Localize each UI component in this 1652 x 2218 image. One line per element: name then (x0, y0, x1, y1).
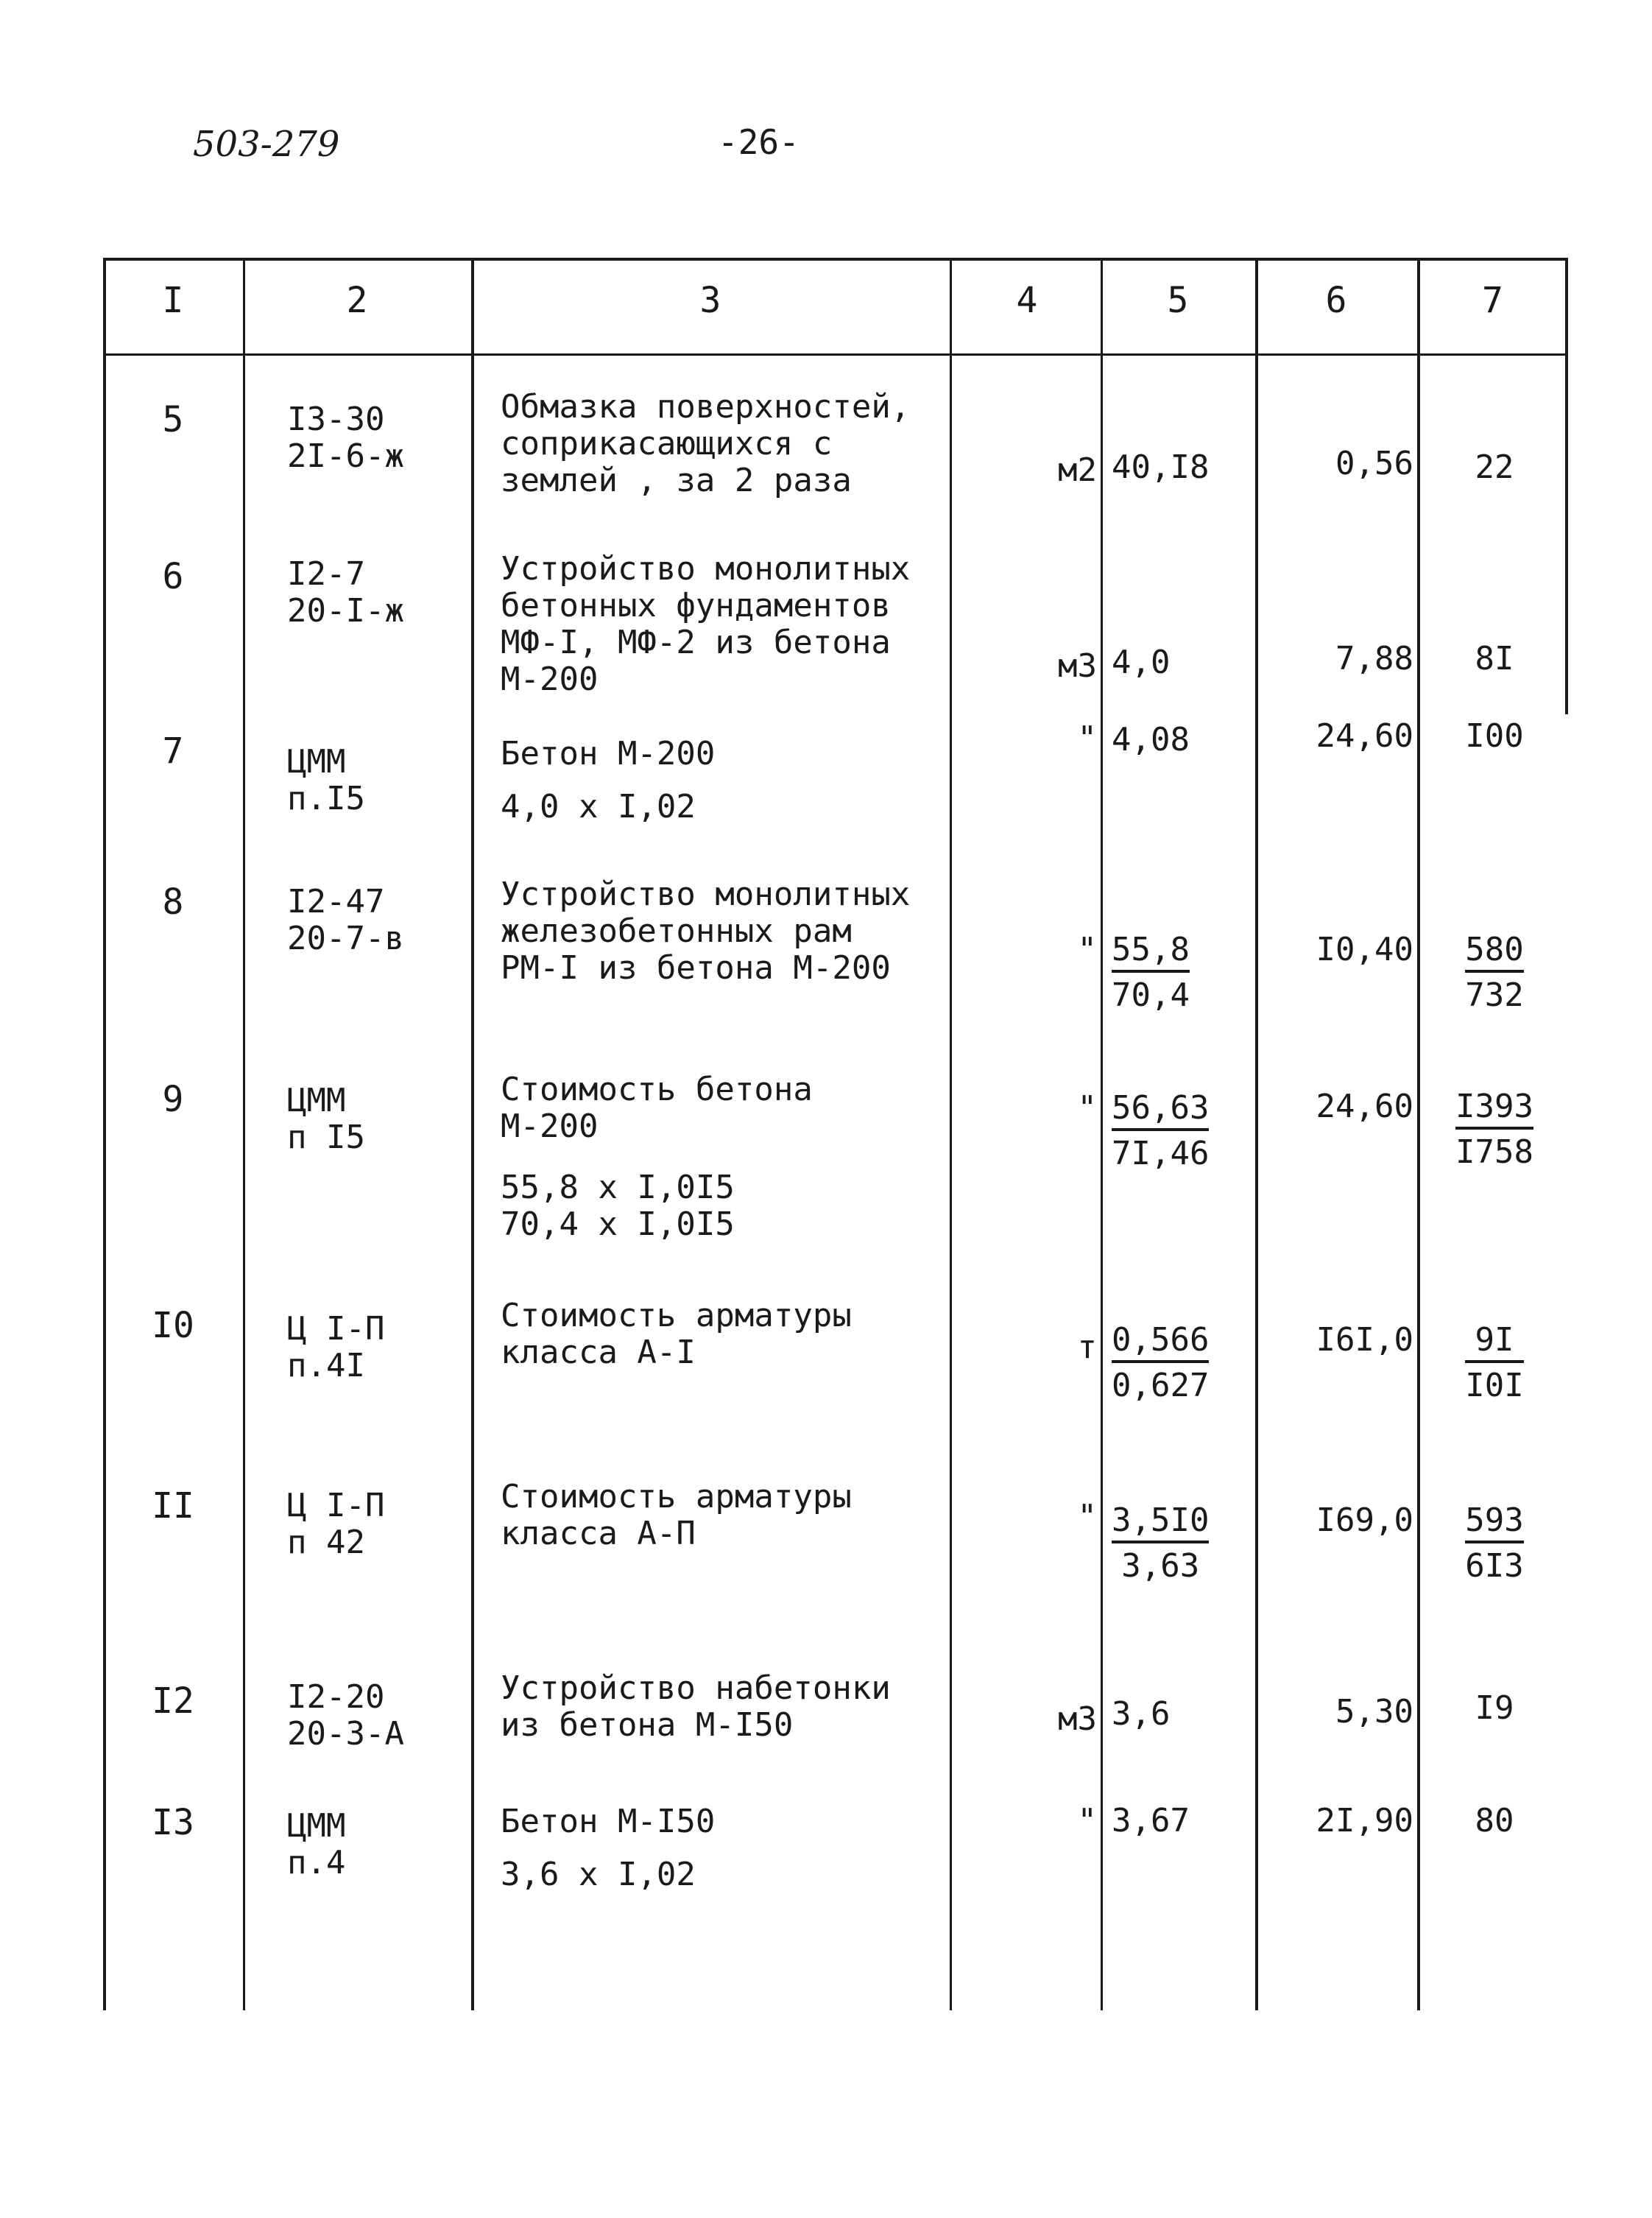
work-description: Обмазка поверхностей, соприкасающихся с землей , за 2 раза (501, 388, 911, 499)
unit-price: 5,30 (1335, 1693, 1413, 1731)
cost-design: 580 (1465, 932, 1523, 973)
unit: " (1077, 1498, 1097, 1535)
work-description: Стоимость арматуры класса А-П (501, 1478, 852, 1552)
column-divider (1101, 258, 1103, 2010)
work-description: Бетон М-200 4,0 х I,02 (501, 735, 716, 825)
work-description: Устройство монолитных бетонных фундаментов МФ-I, МФ-2 из бетона М-200 (501, 550, 911, 698)
row-number: I2 (152, 1680, 194, 1722)
table-right-border (1565, 258, 1568, 714)
work-description: Бетон М-I50 3,6 х I,02 (501, 1803, 716, 1893)
quantity-actual: 0,627 (1112, 1367, 1210, 1404)
quantity-actual: 7I,46 (1112, 1135, 1210, 1172)
unit: " (1077, 1089, 1097, 1127)
unit: " (1077, 931, 1097, 968)
column-header: 2 (346, 280, 368, 321)
row-number: 6 (162, 556, 184, 597)
work-description: Стоимость арматуры класса А-I (501, 1297, 852, 1371)
total-cost: 22 (1475, 448, 1514, 486)
unit: т (1077, 1328, 1097, 1366)
row-number: 5 (162, 399, 184, 440)
row-number: I0 (152, 1305, 194, 1346)
total-cost: I00 (1465, 717, 1524, 755)
unit: м3 (1058, 647, 1097, 685)
column-header: 5 (1167, 280, 1189, 321)
work-description: Устройство монолитных железобетонных рам РМ-I из бетона М-200 (501, 876, 911, 987)
total-cost (1425, 1502, 1564, 1585)
quantity-design: 3,5I0 (1112, 1502, 1209, 1543)
cost-design: 9I (1465, 1322, 1523, 1363)
page-number: -26- (718, 122, 799, 162)
unit: м2 (1058, 451, 1097, 489)
column-header: 3 (699, 280, 721, 321)
total-cost (1425, 1322, 1564, 1404)
column-header: 7 (1482, 280, 1503, 321)
column-divider (471, 258, 474, 2010)
quantity (1112, 1090, 1259, 1172)
row-number: 8 (162, 881, 184, 923)
row-number: I3 (152, 1802, 194, 1843)
quantity: 4,08 (1112, 721, 1190, 758)
norm-code: I2-7 20-I-ж (287, 555, 404, 630)
table-header-divider (103, 353, 1568, 356)
cost-design: I393 (1455, 1088, 1533, 1130)
quantity-actual: 3,63 (1121, 1547, 1200, 1585)
total-cost (1425, 1088, 1564, 1171)
cost-actual: I758 (1455, 1133, 1533, 1171)
cost-actual: 732 (1465, 976, 1524, 1014)
norm-code: ЦММ п.4 (287, 1807, 346, 1881)
norm-code: Ц I-П п.4I (287, 1310, 385, 1384)
cost-design: 593 (1465, 1502, 1523, 1543)
unit: м3 (1058, 1700, 1097, 1738)
norm-code: I2-47 20-7-в (287, 883, 404, 957)
quantity (1112, 1322, 1259, 1404)
row-number: 7 (162, 730, 184, 772)
norm-code: Ц I-П п 42 (287, 1487, 385, 1561)
table-top-border (103, 258, 1568, 261)
unit-price: 7,88 (1335, 640, 1413, 677)
quantity (1112, 1502, 1259, 1585)
table-left-border (103, 258, 106, 2010)
total-cost: 80 (1475, 1802, 1514, 1839)
unit-price: 2I,90 (1316, 1802, 1413, 1839)
unit: " (1077, 1802, 1097, 1839)
row-number: 9 (162, 1079, 184, 1120)
quantity-design: 56,63 (1112, 1090, 1209, 1131)
work-description: Устройство набетонки из бетона М-I50 (501, 1669, 891, 1744)
total-cost: 8I (1475, 640, 1514, 677)
unit-price: I69,0 (1316, 1501, 1413, 1539)
quantity: 4,0 (1112, 644, 1171, 681)
row-number: II (152, 1485, 194, 1527)
document-code: 503-279 (193, 124, 340, 165)
total-cost (1425, 932, 1564, 1014)
quantity: 40,I8 (1112, 448, 1210, 486)
unit-price: 24,60 (1316, 1088, 1413, 1125)
work-calculation: 55,8 х I,0I5 70,4 х I,0I5 (501, 1169, 735, 1243)
unit-price: 24,60 (1316, 717, 1413, 755)
cost-actual: 6I3 (1465, 1547, 1524, 1585)
column-header: 6 (1325, 280, 1347, 321)
unit: " (1077, 719, 1097, 757)
norm-code: ЦММ п I5 (287, 1082, 365, 1156)
norm-code: I3-30 2I-6-ж (287, 401, 404, 475)
unit-price: I0,40 (1316, 931, 1413, 968)
column-header: 4 (1016, 280, 1038, 321)
quantity-actual: 70,4 (1112, 976, 1190, 1014)
column-divider (243, 258, 245, 2010)
unit-price: 0,56 (1335, 445, 1413, 482)
norm-code: ЦММ п.I5 (287, 743, 365, 817)
column-divider (1417, 258, 1420, 2010)
quantity-design: 55,8 (1112, 932, 1190, 973)
norm-code: I2-20 20-3-А (287, 1678, 404, 1753)
quantity: 3,6 (1112, 1695, 1171, 1733)
quantity: 3,67 (1112, 1802, 1190, 1839)
work-description: Стоимость бетона М-200 (501, 1071, 813, 1145)
quantity-design: 0,566 (1112, 1322, 1209, 1363)
column-header: I (162, 280, 184, 321)
quantity (1112, 932, 1259, 1014)
cost-actual: I0I (1465, 1367, 1524, 1404)
unit-price: I6I,0 (1316, 1321, 1413, 1359)
total-cost: I9 (1475, 1689, 1514, 1727)
